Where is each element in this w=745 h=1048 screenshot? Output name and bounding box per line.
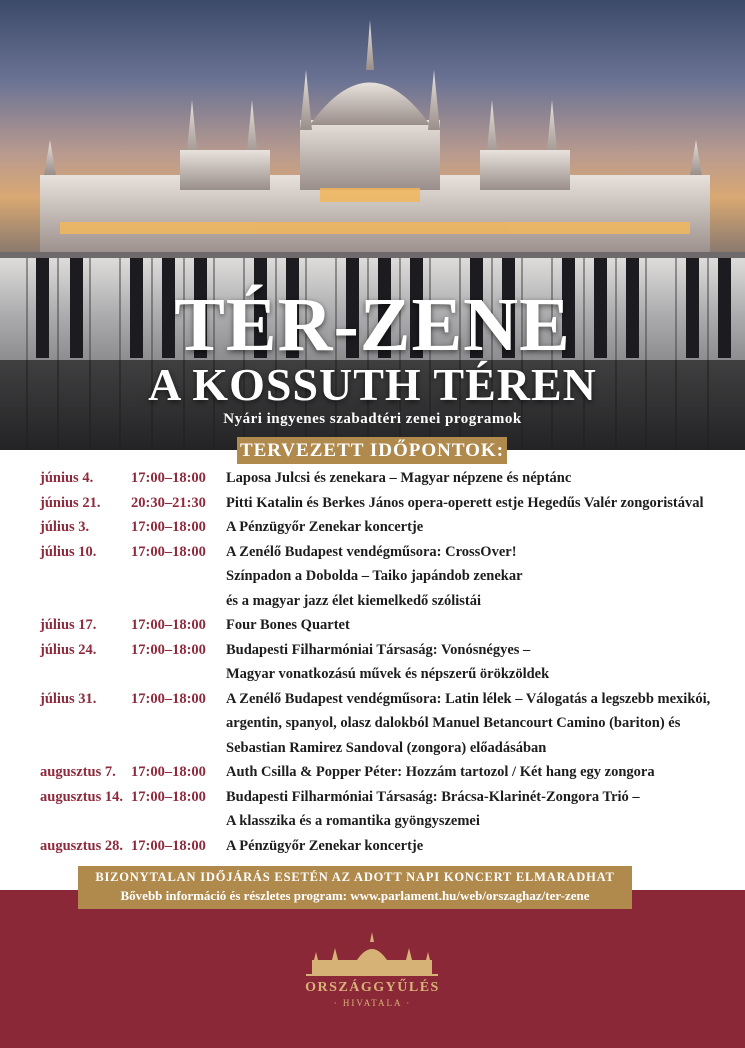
schedule-text: A klasszika és a romantika gyöngyszemei — [226, 813, 480, 829]
schedule-time: 17:00–18:00 — [131, 690, 206, 707]
schedule-row — [40, 617, 740, 642]
tagline: Nyári ingyenes szabadtéri zenei programok — [223, 411, 522, 427]
schedule-text: Laposa Julcsi és zenekara – Magyar népzene és néptánc — [226, 470, 572, 486]
schedule-date: július 17. — [40, 617, 97, 633]
hero-image — [0, 0, 745, 450]
schedule-row — [40, 495, 740, 520]
schedule-text: Pitti Katalin és Berkes János opera-operett estje Hegedűs Valér zongoristával — [226, 494, 704, 511]
weather-notice: BIZONYTALAN IDŐJÁRÁS ESETÉN AZ ADOTT NAPI KONCERT ELMARADHAT — [95, 870, 615, 884]
main-subtitle: A KOSSUTH TÉREN — [148, 359, 597, 410]
schedule-row — [40, 740, 740, 765]
logo-name: ORSZÁGGYŰLÉS — [305, 980, 440, 995]
schedule-row — [40, 715, 740, 740]
schedule-row — [40, 568, 740, 593]
schedule-text: Budapesti Filharmóniai Társaság: Brácsa-Klarinét-Zongora Trió – — [226, 788, 640, 805]
schedule-text: argentin, spanyol, olasz dalokból Manuel Betancourt Camino (bariton) és — [226, 715, 681, 731]
schedule-row — [40, 470, 740, 495]
notice-box — [78, 866, 632, 909]
schedule-text: A Zenélő Budapest vendégműsora: Latin lélek – Válogatás a legszebb mexikói, — [226, 690, 711, 707]
schedule-time: 17:00–18:00 — [131, 788, 206, 805]
schedule-date: július 3. — [40, 519, 90, 535]
schedule-time: 17:00–18:00 — [131, 519, 206, 535]
info-link-text: Bővebb információ és részletes program: www.parlament.hu/web/orszaghaz/ter-zene — [120, 888, 590, 903]
schedule-text: A Pénzügyőr Zenekar koncertje — [226, 837, 424, 854]
schedule-time: 17:00–18:00 — [131, 617, 206, 633]
schedule-text: A Zenélő Budapest vendégműsora: CrossOver! — [226, 543, 517, 560]
schedule-date: július 10. — [40, 543, 97, 560]
schedule-text: A Pénzügyőr Zenekar koncertje — [226, 519, 424, 535]
schedule-row — [40, 519, 740, 544]
schedule-row — [40, 838, 740, 863]
schedule-row — [40, 789, 740, 814]
schedule-row — [40, 666, 740, 691]
schedule-text: Színpadon a Dobolda – Taiko japándob zenekar — [226, 568, 523, 584]
schedule-time: 17:00–18:00 — [131, 543, 206, 560]
schedule-text: Budapesti Filharmóniai Társaság: Vonósnégyes – — [226, 641, 531, 658]
schedule-banner: TERVEZETT IDŐPONTOK: — [237, 437, 507, 464]
schedule-time: 17:00–18:00 — [131, 764, 206, 780]
schedule-date: július 24. — [40, 641, 97, 658]
schedule-row — [40, 813, 740, 838]
schedule-time: 20:30–21:30 — [131, 494, 206, 511]
schedule-row — [40, 764, 740, 789]
schedule-date: június 21. — [40, 494, 101, 511]
schedule-text: Sebastian Ramirez Sandoval (zongora) előadásában — [226, 739, 547, 756]
schedule-row — [40, 544, 740, 569]
schedule-date: augusztus 28. — [40, 837, 123, 854]
schedule-time: 17:00–18:00 — [131, 470, 206, 486]
schedule-row — [40, 593, 740, 618]
schedule-text: és a magyar jazz élet kiemelkedő szólistái — [226, 592, 482, 609]
schedule-time: 17:00–18:00 — [131, 837, 206, 854]
schedule-text: Four Bones Quartet — [226, 617, 350, 633]
schedule-list — [40, 470, 740, 862]
logo-subtitle: · HIVATALA · — [333, 998, 412, 1008]
schedule-date: augusztus 7. — [40, 764, 116, 780]
schedule-text: Auth Csilla & Popper Péter: Hozzám tartozol / Két hang egy zongora — [226, 764, 655, 780]
schedule-date: július 31. — [40, 690, 97, 707]
schedule-date: június 4. — [40, 470, 94, 486]
main-title: TÉR-ZENE — [174, 283, 571, 367]
schedule-row — [40, 691, 740, 716]
schedule-time: 17:00–18:00 — [131, 641, 206, 658]
schedule-row — [40, 642, 740, 667]
parliament-building — [40, 20, 710, 255]
schedule-text: Magyar vonatkozású művek és népszerű örökzöldek — [226, 666, 550, 682]
schedule-date: augusztus 14. — [40, 788, 123, 805]
